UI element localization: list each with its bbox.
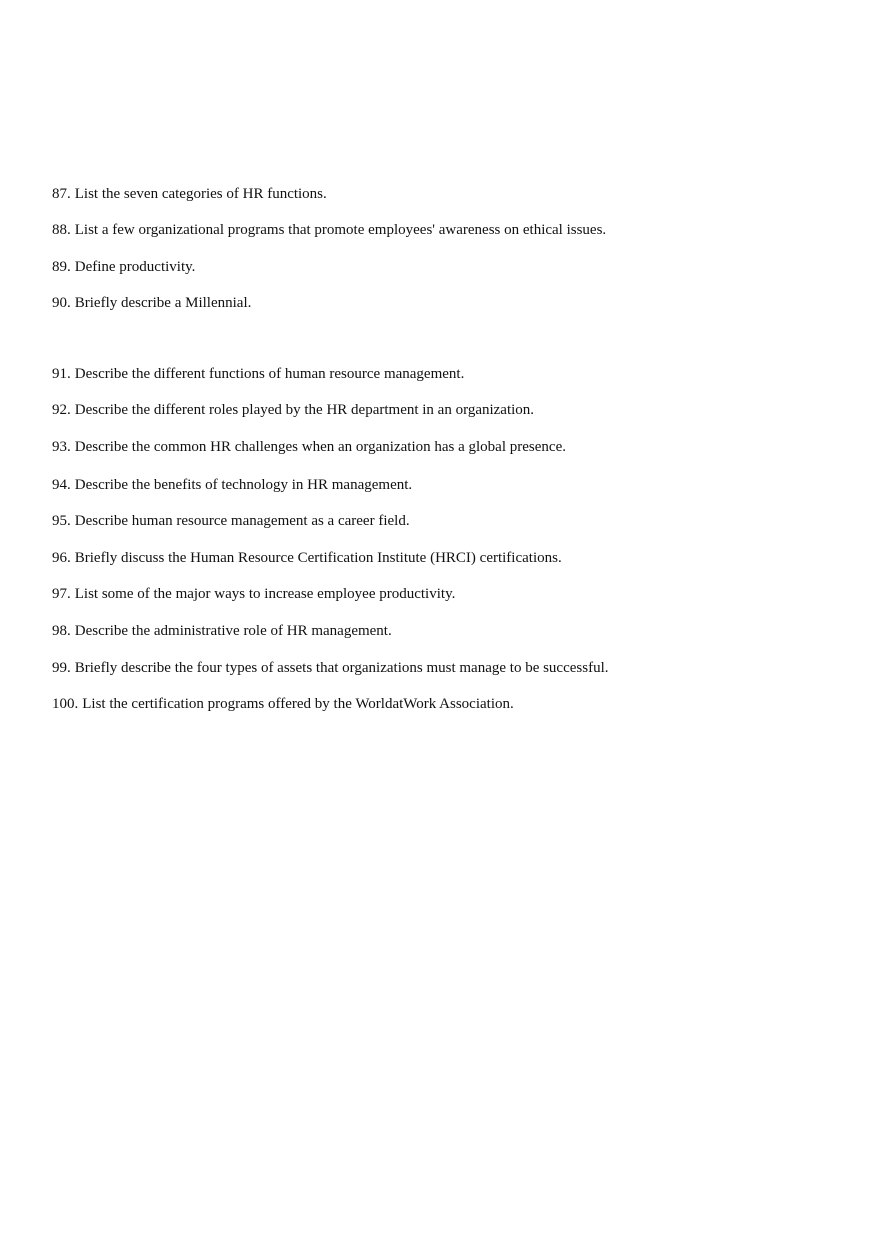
question-97 [52,585,455,603]
question-number: 97. [52,586,71,602]
question-88 [52,221,606,239]
question-92 [52,401,534,419]
question-93 [52,438,566,456]
question-number: 98. [52,623,71,639]
question-number: 92. [52,402,71,418]
question-text: Describe human resource management as a career field. [74,513,410,529]
question-text: List the certification programs offered by the WorldatWork Association. [82,696,514,712]
question-89 [52,258,195,276]
question-text: Briefly discuss the Human Resource Certification Institute (HRCI) certifications. [74,550,562,566]
question-text: Describe the common HR challenges when an organization has a global presence. [74,439,566,455]
question-91 [52,365,464,383]
question-95 [52,512,410,530]
question-number: 96. [52,550,71,566]
question-number: 90. [52,295,71,311]
question-text: Briefly describe the four types of assets that organizations must manage to be successful. [74,660,609,676]
question-text: Describe the benefits of technology in HR management. [74,477,413,493]
question-96 [52,549,562,567]
question-text: List the seven categories of HR functions. [74,186,327,202]
question-number: 93. [52,439,71,455]
question-number: 99. [52,660,71,676]
question-number: 91. [52,366,71,382]
question-number: 100. [52,696,79,712]
question-text: Describe the administrative role of HR management. [74,623,392,639]
question-text: List some of the major ways to increase employee productivity. [74,586,456,602]
question-number: 87. [52,186,71,202]
question-94 [52,476,412,494]
question-number: 94. [52,477,71,493]
question-98 [52,622,392,640]
question-number: 88. [52,222,71,238]
question-text: Define productivity. [74,259,196,275]
question-99 [52,659,609,677]
question-text: List a few organizational programs that promote employees' awareness on ethical issues. [74,222,607,238]
question-100 [52,695,514,713]
question-87 [52,185,327,203]
question-90 [52,294,251,312]
question-number: 95. [52,513,71,529]
question-number: 89. [52,259,71,275]
question-text: Describe the different functions of human resource management. [74,366,465,382]
question-text: Describe the different roles played by the HR department in an organization. [74,402,535,418]
question-text: Briefly describe a Millennial. [74,295,252,311]
